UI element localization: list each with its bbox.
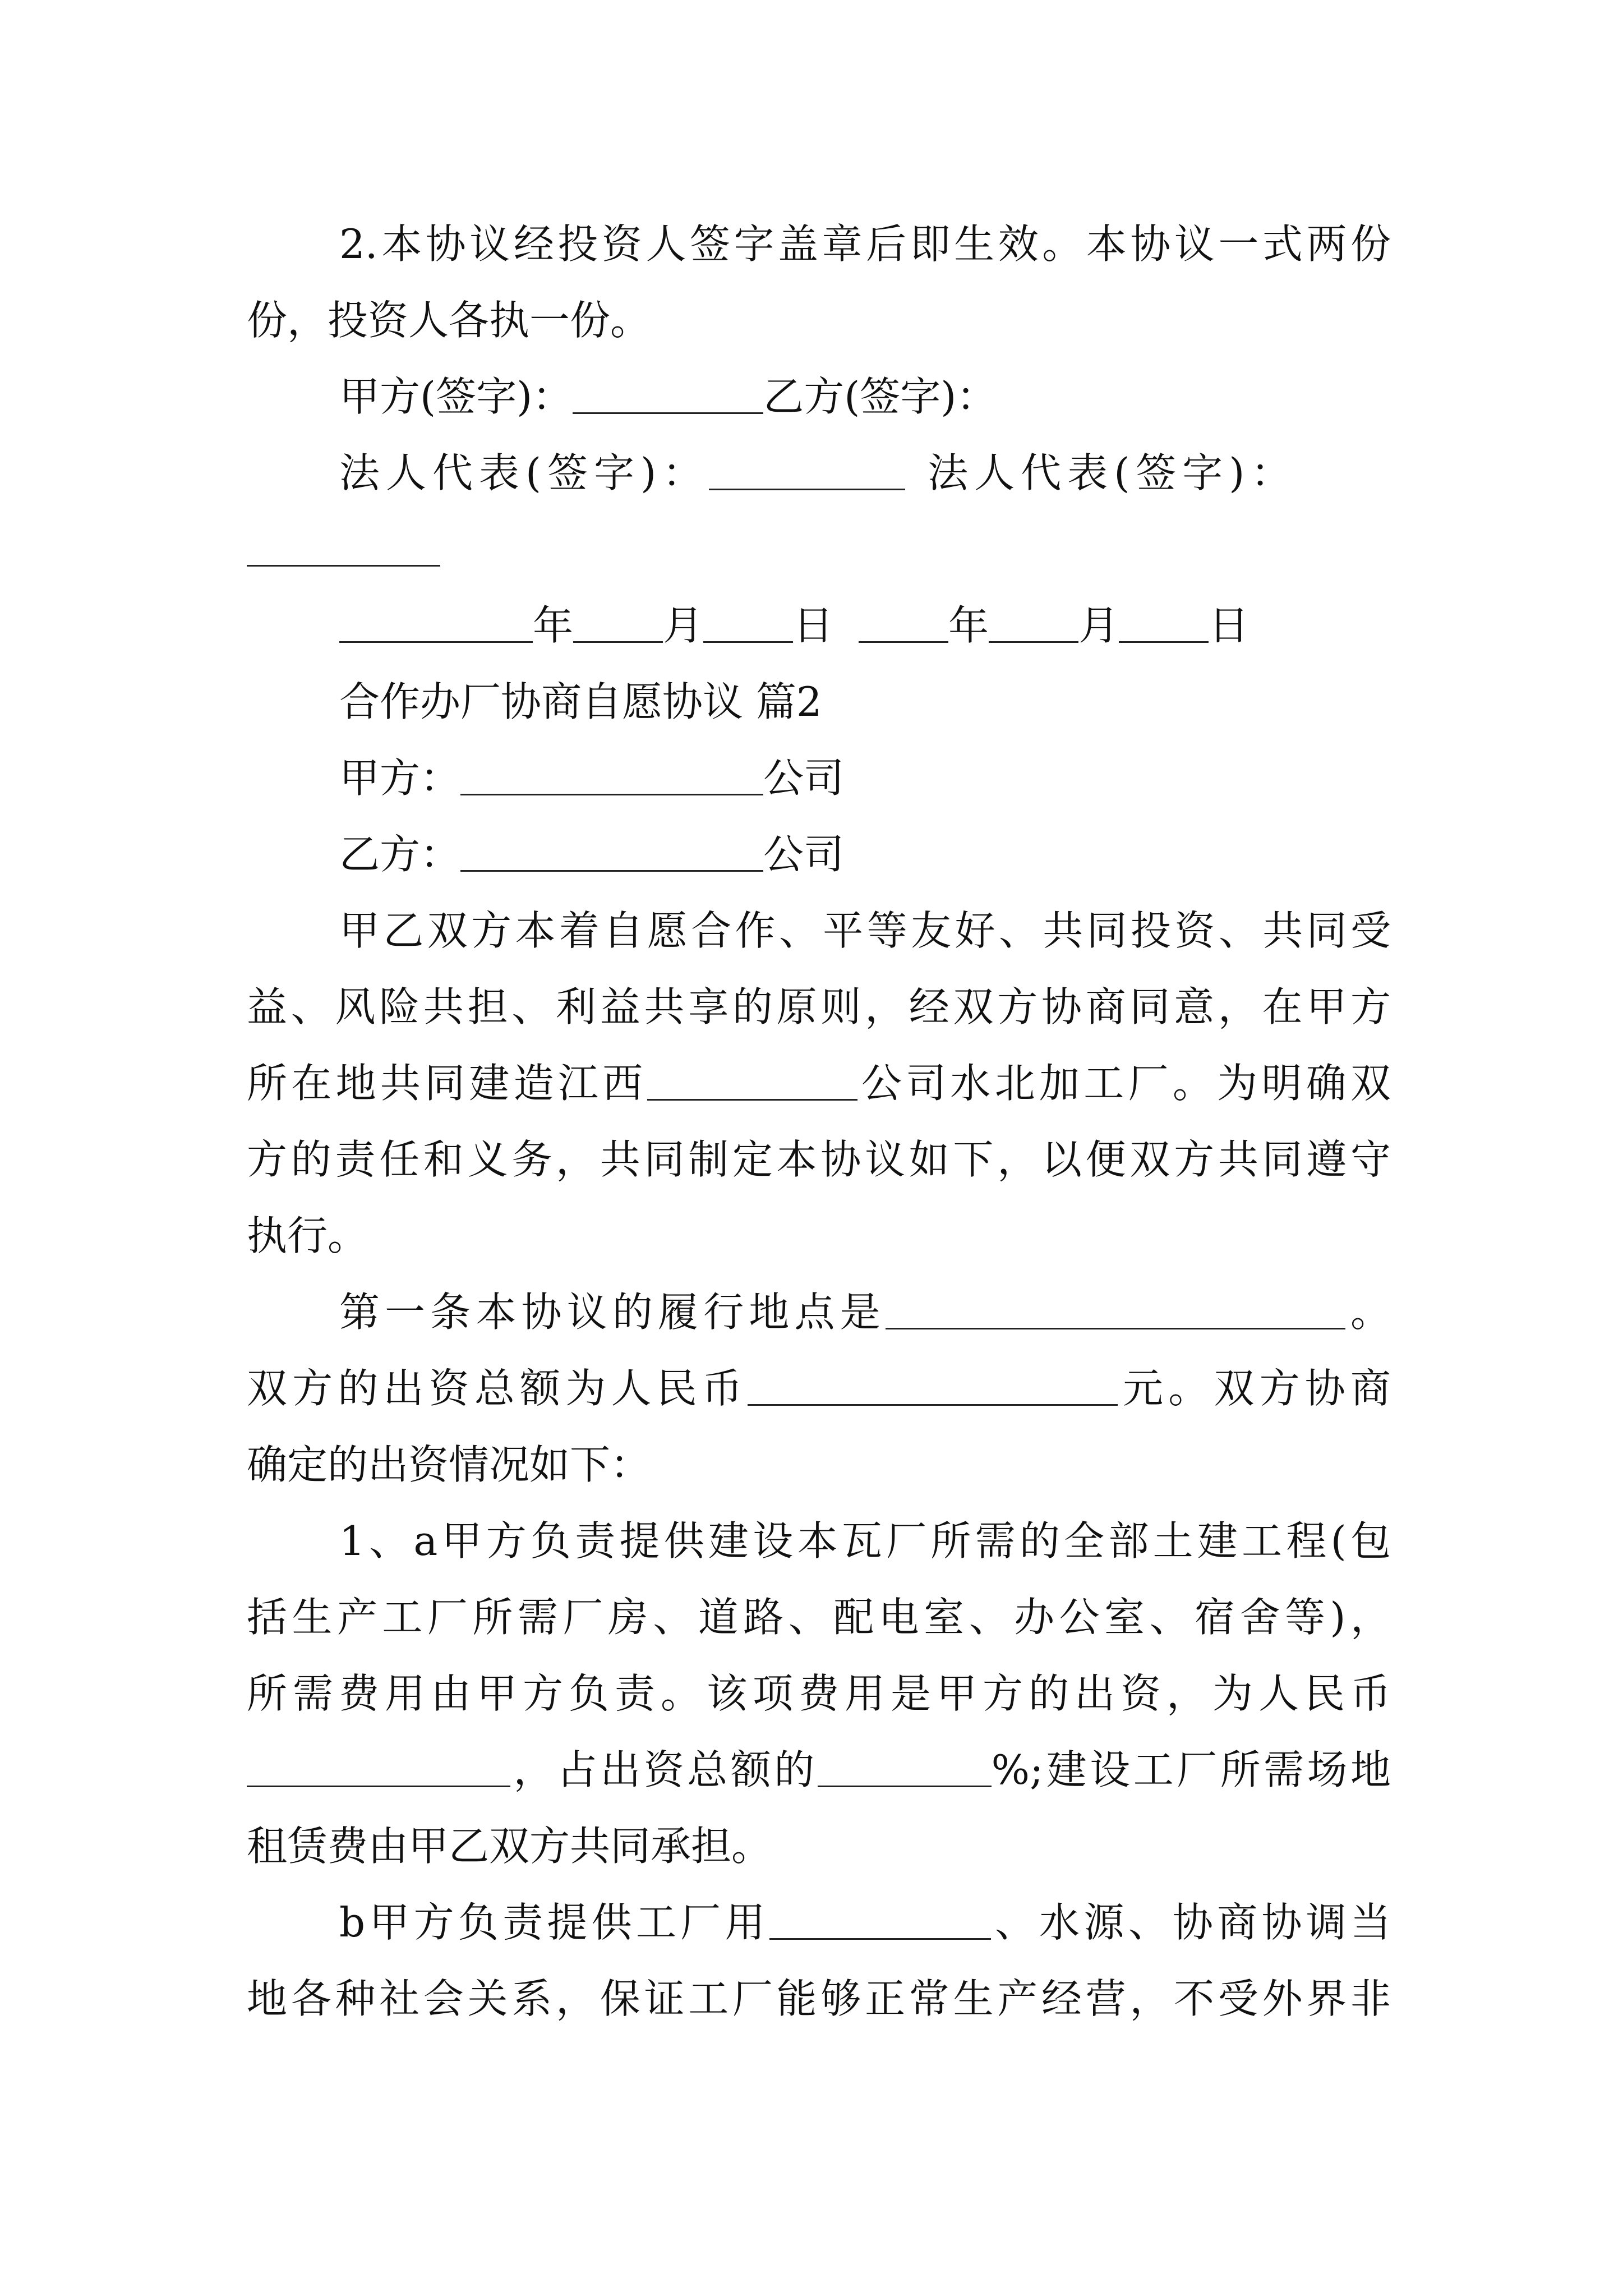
company-name-blank [647, 1059, 857, 1101]
paragraph-line [247, 1971, 1391, 2027]
year-blank [859, 601, 948, 643]
day-blank [703, 601, 793, 643]
paragraph-line [247, 1208, 1391, 1264]
month-label: 月 [1078, 602, 1119, 649]
paragraph-line [339, 216, 1391, 272]
text-segment: 执行。 [247, 1212, 368, 1259]
amount-blank [247, 1745, 510, 1787]
paragraph-line [247, 1360, 1391, 1416]
party-b-company-blank [460, 830, 763, 872]
paragraph-line [247, 1818, 1391, 1874]
day-label: 日 [1209, 602, 1249, 649]
day-blank [1119, 601, 1209, 643]
text-segment: ，占出资总额的 [510, 1746, 818, 1793]
location-blank [886, 1287, 1345, 1329]
text-segment: 所在地共同建造江西 [247, 1060, 647, 1107]
text-segment: 第一条本协议的履行地点是 [339, 1289, 886, 1336]
party-a-signature-blank [573, 372, 763, 414]
paragraph-line [339, 1513, 1391, 1569]
company-suffix: 公司 [763, 831, 845, 878]
paragraph-line [339, 1284, 1391, 1340]
text-segment: 公司水北加工厂。为明确双 [857, 1060, 1391, 1107]
day-label: 日 [793, 602, 834, 649]
text-segment: 租赁费由甲乙双方共同承担。 [247, 1823, 772, 1870]
party-a-company-blank [460, 753, 763, 795]
party-a-signature-label: 甲方(签字)： [339, 373, 573, 420]
paragraph-line [247, 1055, 1391, 1111]
text-segment: 甲乙双方本着自愿合作、平等友好、共同投资、共同受 [339, 907, 1391, 954]
investment-amount-blank [748, 1364, 1118, 1406]
paragraph-line [247, 1589, 1391, 1645]
signature-line-party-a-b [339, 369, 1391, 425]
text-segment: b甲方负责提供工厂用 [339, 1899, 769, 1946]
legal-rep-b-blank [247, 524, 440, 567]
date-line [339, 597, 1391, 654]
paragraph-line [339, 903, 1391, 959]
text-segment: 益、风险共担、利益共享的原则，经双方协商同意，在甲方 [247, 983, 1391, 1030]
text-segment: 所需费用由甲方负责。该项费用是甲方的出资，为人民币 [247, 1670, 1391, 1717]
year-label: 年 [533, 602, 574, 649]
party-b-label: 乙方： [339, 831, 461, 878]
utility-blank [769, 1898, 991, 1940]
legal-rep-b-label: 法人代表(签字)： [928, 449, 1298, 496]
month-blank [989, 601, 1078, 643]
text-segment: %;建设工厂所需场地 [991, 1746, 1391, 1793]
section-heading [339, 674, 1391, 730]
month-label: 月 [663, 602, 704, 649]
year-blank [339, 601, 533, 643]
text-segment: 方的责任和义务，共同制定本协议如下，以便双方共同遵守 [247, 1136, 1391, 1183]
year-label: 年 [948, 602, 989, 649]
text-segment: 双方的出资总额为人民币 [247, 1365, 748, 1412]
text-segment: 。 [1345, 1289, 1391, 1336]
section-heading-text: 合作办厂协商自愿协议 篇2 [339, 678, 822, 725]
paragraph-line [247, 1131, 1391, 1188]
legal-rep-a-label: 法人代表(签字)： [339, 449, 709, 496]
paragraph-line [339, 1894, 1391, 1950]
text-segment: 1、a甲方负责提供建设本瓦厂所需的全部土建工程(包 [339, 1517, 1391, 1565]
percentage-blank [818, 1745, 992, 1787]
text-segment: 2.本协议经投资人签字盖章后即生效。本协议一式两份 [339, 220, 1391, 268]
party-a-label: 甲方： [339, 754, 461, 802]
company-suffix: 公司 [763, 754, 845, 802]
paragraph-line [247, 1665, 1391, 1722]
legal-rep-b-blank-line [247, 521, 1391, 577]
legal-rep-a-blank [709, 448, 905, 490]
text-segment: 元。双方协商 [1117, 1365, 1391, 1412]
month-blank [573, 601, 663, 643]
text-segment: 地各种社会关系，保证工厂能够正常生产经营，不受外界非 [247, 1975, 1391, 2022]
paragraph-line [247, 292, 1391, 348]
party-b-signature-label: 乙方(签字)： [763, 373, 997, 420]
paragraph-line [247, 1437, 1391, 1493]
party-a-line [339, 750, 1391, 806]
paragraph-line [247, 979, 1391, 1035]
paragraph-line [247, 1742, 1391, 1798]
text-segment: 、水源、协商协调当 [990, 1899, 1391, 1946]
text-segment: 确定的出资情况如下： [247, 1441, 651, 1488]
signature-line-legal-rep [339, 445, 1391, 501]
party-b-line [339, 826, 1391, 882]
text-segment: 份，投资人各执一份。 [247, 297, 651, 344]
text-segment: 括生产工厂所需厂房、道路、配电室、办公室、宿舍等)， [247, 1594, 1391, 1641]
